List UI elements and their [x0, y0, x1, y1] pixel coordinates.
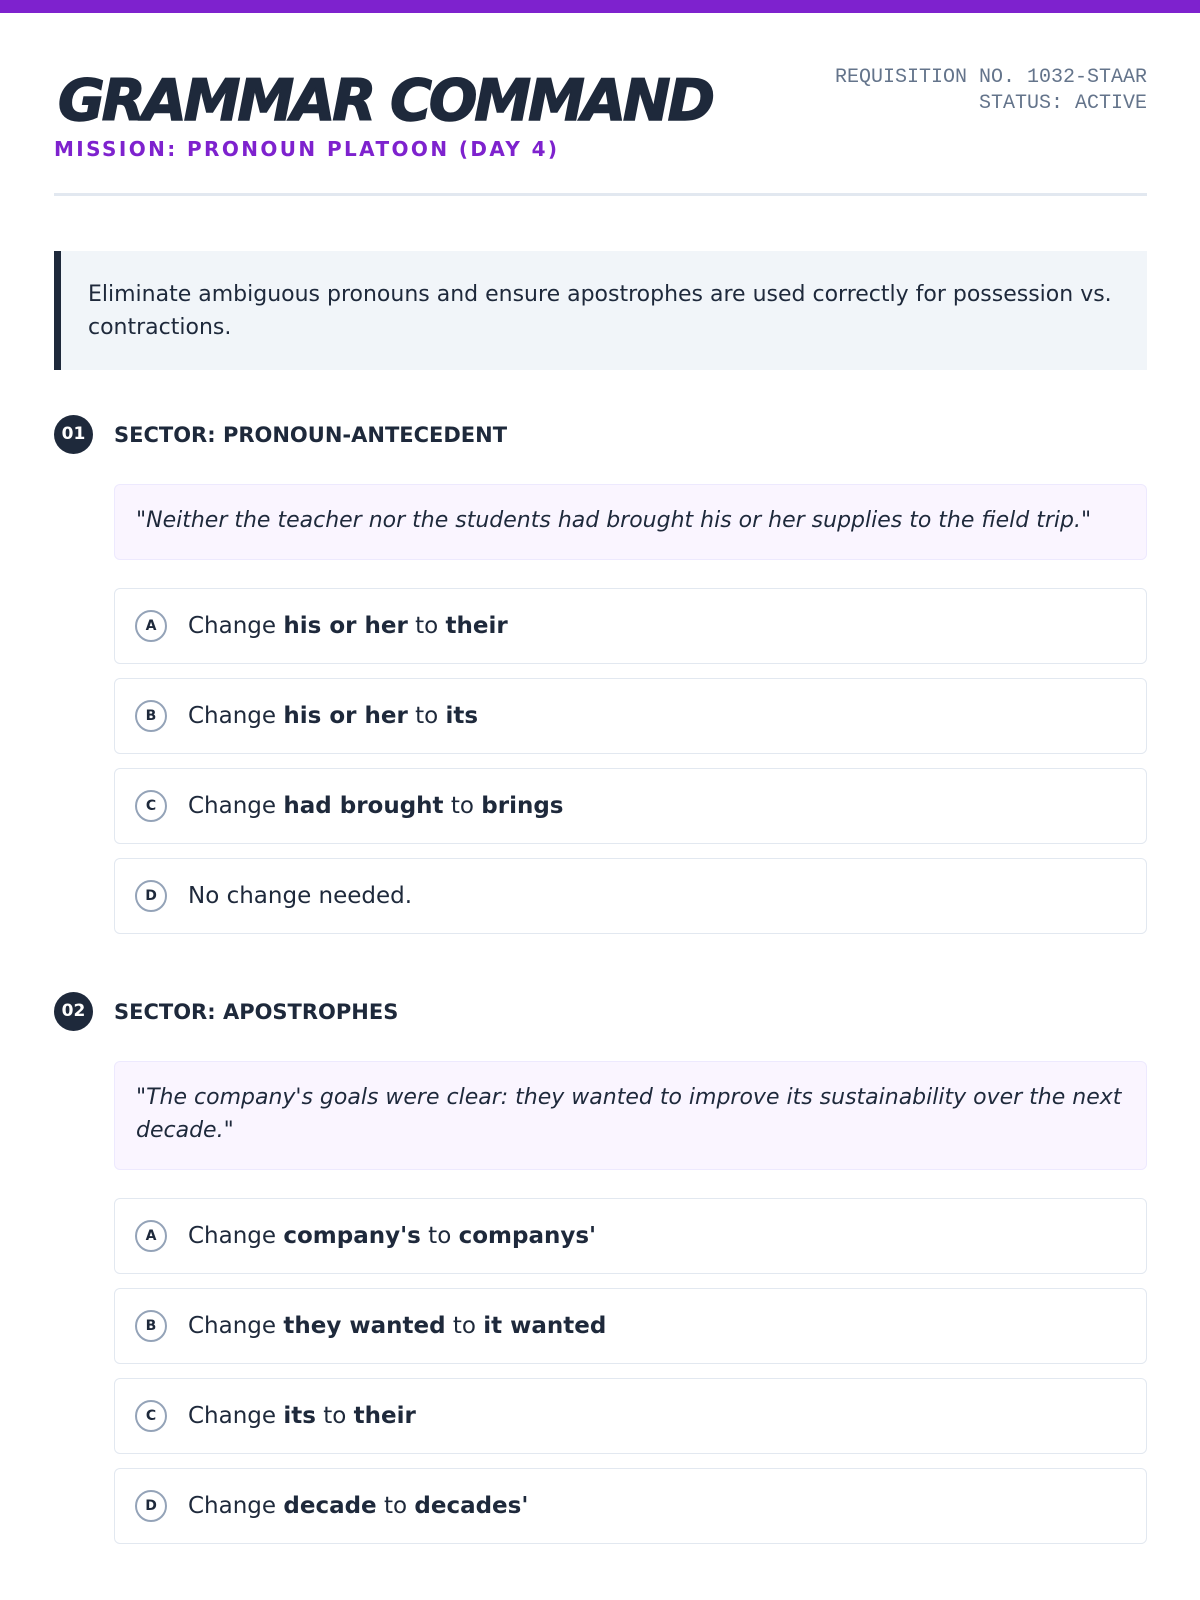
section-number-badge: 02	[54, 992, 93, 1031]
option-text: Change decade to decades'	[188, 1493, 529, 1519]
option-letter-badge: A	[135, 610, 167, 642]
question-sentence-2: "The company's goals were clear: they wanted to improve its sustainability over the next decade."	[114, 1061, 1147, 1170]
option-letter-badge: B	[135, 700, 167, 732]
option-letter-badge: C	[135, 1400, 167, 1432]
section-header-1	[54, 415, 1147, 455]
option-text: Change company's to companys'	[188, 1223, 597, 1249]
answer-option-2b[interactable]	[114, 1288, 1147, 1364]
option-text: Change its to their	[188, 1403, 416, 1429]
question-sentence-1: "Neither the teacher nor the students had brought his or her supplies to the field trip."	[114, 484, 1147, 560]
option-text: Change his or her to their	[188, 613, 508, 639]
option-text: Change his or her to its	[188, 703, 479, 729]
top-accent-bar	[0, 0, 1200, 13]
answer-option-2d[interactable]	[114, 1468, 1147, 1544]
page-title: GRAMMAR COMMAND	[58, 68, 712, 134]
option-text: Change they wanted to it wanted	[188, 1313, 607, 1339]
requisition-number: REQUISITION NO. 1032-STAAR	[834, 66, 1147, 89]
answer-option-2c[interactable]	[114, 1378, 1147, 1454]
requisition-info	[835, 65, 1147, 117]
option-letter-badge: D	[135, 1490, 167, 1522]
status-label: STATUS: ACTIVE	[978, 92, 1147, 115]
mission-subtitle: MISSION: PRONOUN PLATOON (DAY 4)	[54, 137, 560, 161]
option-letter-badge: B	[135, 1310, 167, 1342]
option-text: No change needed.	[188, 883, 413, 909]
option-letter-badge: C	[135, 790, 167, 822]
section-title: SECTOR: APOSTROPHES	[114, 1000, 399, 1024]
option-letter-badge: A	[135, 1220, 167, 1252]
answer-option-1d[interactable]	[114, 858, 1147, 934]
section-header-2	[54, 992, 1147, 1032]
section-title: SECTOR: PRONOUN-ANTECEDENT	[114, 423, 508, 447]
instructions-callout: Eliminate ambiguous pronouns and ensure apostrophes are used correctly for possession vs. contractions.	[54, 251, 1147, 370]
answer-option-1b[interactable]	[114, 678, 1147, 754]
worksheet-page	[54, 13, 1147, 1519]
answer-option-1c[interactable]	[114, 768, 1147, 844]
answer-option-2a[interactable]	[114, 1198, 1147, 1274]
option-letter-badge: D	[135, 880, 167, 912]
page-header	[54, 13, 1147, 196]
option-text: Change had brought to brings	[188, 793, 564, 819]
section-number-badge: 01	[54, 415, 93, 454]
answer-option-1a[interactable]	[114, 588, 1147, 664]
